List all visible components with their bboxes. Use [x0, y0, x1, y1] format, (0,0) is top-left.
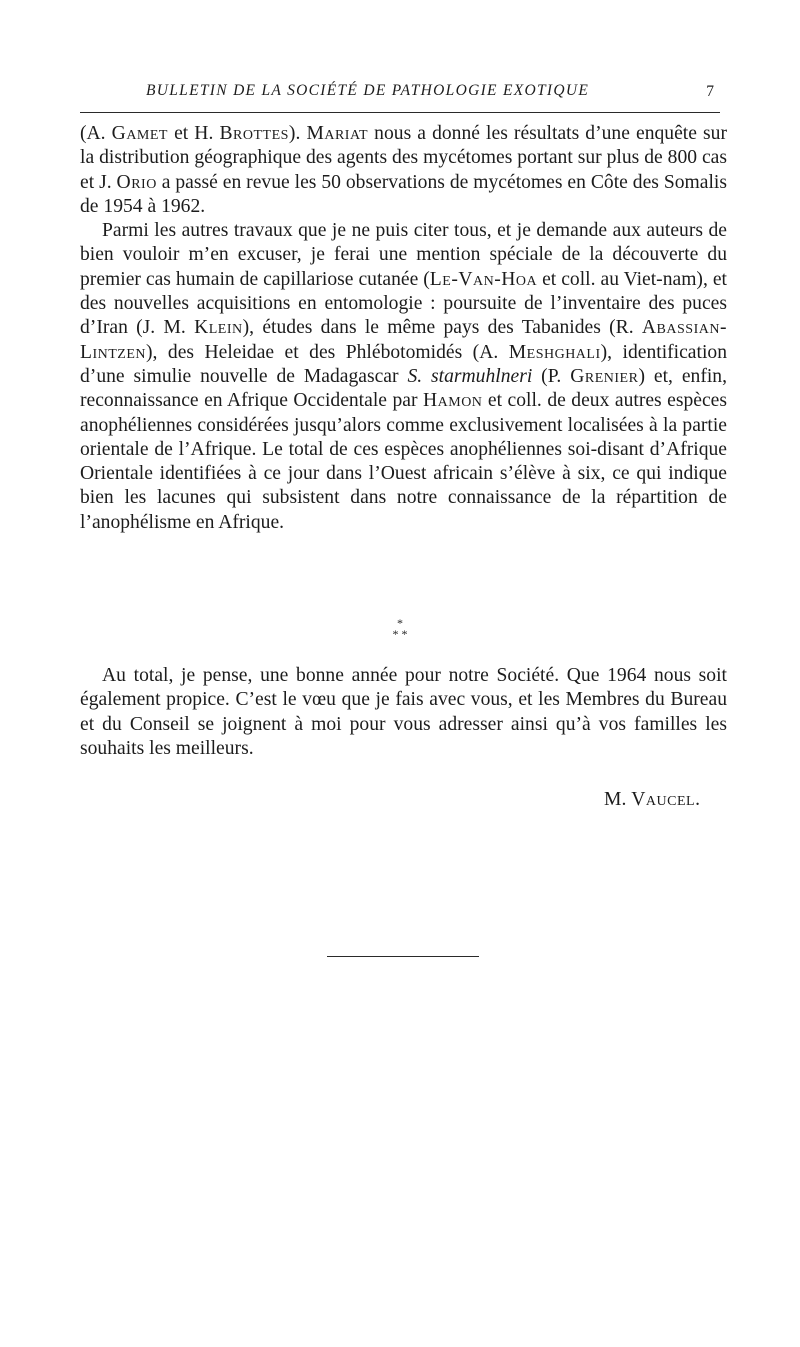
- separator-star-top: *: [397, 616, 403, 630]
- text-run: ), identification d’une simulie nouvelle de Madagascar: [80, 341, 727, 387]
- author-name: Abassian-Lintzen: [80, 317, 727, 363]
- text-run: nous a donné les résultats d’une enquête sur la distribution géographique des agents des mycétomes portant sur plus de 800 cas et J.: [80, 123, 727, 193]
- author-name: Meshghali: [508, 341, 601, 363]
- text-run: a passé en revue les 50 observations de mycétomes en Côte des Somalis de 1954 à 1962.: [80, 171, 727, 217]
- text-run: ), études dans le même pays des Tabanides (R.: [242, 317, 642, 339]
- author-name: Mariat: [306, 123, 369, 144]
- author-name: Klein: [194, 317, 243, 339]
- body-text: [80, 122, 727, 535]
- signature: [604, 789, 700, 811]
- page-header: [80, 78, 720, 113]
- closing-text: [80, 664, 727, 761]
- signature-initial: M.: [604, 789, 632, 810]
- text-run: et coll. au Viet-nam), et des nouvelles acquisitions en entomologie : poursuite de l’inventaire des puces d’Iran (J. M.: [80, 268, 727, 339]
- author-name: Brottes: [219, 123, 289, 144]
- paragraph-other-works: [80, 219, 727, 535]
- species-name: S. starmuhlneri: [407, 365, 533, 387]
- text-run: (P.: [532, 365, 571, 387]
- author-name: Hamon: [422, 390, 483, 412]
- closing-paragraph: Au total, je pense, une bonne année pour notre Société. Que 1964 nous soit également propice. C’est le vœu que je fais avec vous, et les Membres du Bureau et du Conseil se joignent à moi pour vous adresser ainsi qu’à vos familles les souhaits les meilleurs.: [80, 665, 727, 759]
- text-run: et coll. de deux autres espèces anophéliennes considérées jusqu’alors comme exclusivement localisées à la partie orientale de l’Afrique. Le total de ces espèces anophéliennes soi-disant d’Afrique Orientale identifiées à ce jour dans l’Ouest africain s’élève à six, ce qui indique bien les lacunes qui subsistent dans notre connaissance de la répartition de l’anophélisme en Afrique.: [80, 390, 727, 533]
- author-name: Le-Van-Hoa: [429, 268, 538, 290]
- signature-punct: .: [695, 789, 700, 810]
- text-run: et H.: [167, 123, 220, 144]
- signature-name: Vaucel: [631, 789, 696, 810]
- separator-stars-bottom: * *: [392, 627, 408, 641]
- section-separator: [0, 618, 800, 640]
- text-run: (A.: [80, 123, 112, 144]
- running-head: BULLETIN DE LA SOCIÉTÉ DE PATHOLOGIE EXOTIQUE: [146, 82, 590, 99]
- text-run: ).: [288, 123, 307, 144]
- paragraph-mycetomes: [80, 122, 727, 219]
- text-run: Parmi les autres travaux que je ne puis citer tous, et je demande aux auteurs de bien vouloir m’en excuser, je ferai une mention spéciale de la découverte du premier cas humain de capillariose cutanée (: [80, 220, 727, 290]
- text-run: ) et, enfin, reconnaissance en Afrique Occidentale par: [80, 365, 727, 412]
- page-number: 7: [706, 83, 714, 100]
- author-name: Orio: [116, 171, 157, 193]
- author-name: Grenier: [570, 365, 639, 387]
- end-rule: [327, 956, 479, 957]
- author-name: Gamet: [111, 123, 168, 144]
- text-run: ), des Heleidae et des Phlébotomidés (A.: [146, 341, 509, 363]
